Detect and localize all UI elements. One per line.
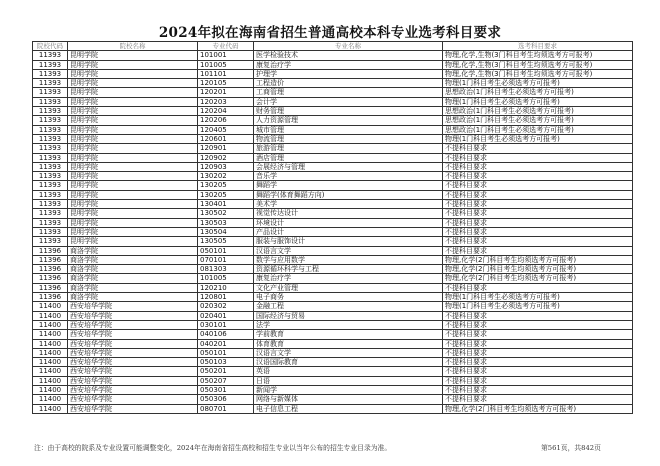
table-row <box>33 97 633 106</box>
cell-major-name: 人力资源管理 <box>254 116 443 125</box>
cell-school-code: 11400 <box>33 367 68 376</box>
cell-major-name: 舞蹈学 <box>254 181 443 190</box>
table-row <box>33 107 633 116</box>
cell-school-name: 昆明学院 <box>68 190 198 199</box>
table-row <box>33 385 633 394</box>
cell-school-code: 11396 <box>33 255 68 264</box>
cell-major-code: 130401 <box>198 200 254 209</box>
cell-school-code: 11400 <box>33 376 68 385</box>
table-row <box>33 51 633 60</box>
cell-subject-requirement: 不提科目要求 <box>443 367 633 376</box>
cell-major-code: 101001 <box>198 51 254 60</box>
cell-major-name: 酒店管理 <box>254 153 443 162</box>
cell-subject-requirement: 物理,化学(2门科目考生均须选考方可报考) <box>443 404 633 413</box>
table-row <box>33 283 633 292</box>
table-row <box>33 376 633 385</box>
table-row <box>33 311 633 320</box>
cell-major-code: 130505 <box>198 237 254 246</box>
table-row <box>33 255 633 264</box>
table-row <box>33 181 633 190</box>
cell-major-name: 数学与应用数学 <box>254 255 443 264</box>
cell-major-name: 美术学 <box>254 200 443 209</box>
cell-subject-requirement: 不提科目要求 <box>443 339 633 348</box>
cell-school-code: 11393 <box>33 88 68 97</box>
cell-school-name: 商洛学院 <box>68 246 198 255</box>
cell-school-name: 商洛学院 <box>68 265 198 274</box>
cell-subject-requirement: 物理,化学(2门科目考生均须选考方可报考) <box>443 274 633 283</box>
cell-school-code: 11393 <box>33 116 68 125</box>
cell-school-code: 11400 <box>33 395 68 404</box>
cell-school-name: 昆明学院 <box>68 88 198 97</box>
table-row <box>33 395 633 404</box>
cell-school-code: 11396 <box>33 246 68 255</box>
cell-major-name: 资源循环科学与工程 <box>254 265 443 274</box>
cell-school-code: 11400 <box>33 330 68 339</box>
cell-school-code: 11400 <box>33 348 68 357</box>
cell-subject-requirement: 思想政治(1门科目考生必须选考方可报考) <box>443 125 633 134</box>
header-major-code: 专业代码 <box>198 42 254 51</box>
cell-major-code: 130503 <box>198 218 254 227</box>
cell-subject-requirement: 物理,化学,生物(3门科目考生均须选考方可报考) <box>443 69 633 78</box>
cell-school-code: 11393 <box>33 237 68 246</box>
cell-major-name: 国际经济与贸易 <box>254 311 443 320</box>
cell-school-name: 昆明学院 <box>68 172 198 181</box>
table-row <box>33 144 633 153</box>
cell-school-code: 11393 <box>33 60 68 69</box>
cell-major-code: 120204 <box>198 107 254 116</box>
cell-major-name: 法学 <box>254 320 443 329</box>
cell-major-code: 120801 <box>198 293 254 302</box>
cell-subject-requirement: 物理,化学(2门科目考生均须选考方可报考) <box>443 265 633 274</box>
table-body <box>33 51 633 414</box>
cell-school-name: 西安培华学院 <box>68 348 198 357</box>
cell-major-code: 050207 <box>198 376 254 385</box>
cell-school-code: 11400 <box>33 311 68 320</box>
cell-major-code: 120201 <box>198 88 254 97</box>
cell-school-code: 11393 <box>33 181 68 190</box>
cell-school-code: 11393 <box>33 200 68 209</box>
cell-major-code: 101005 <box>198 60 254 69</box>
cell-subject-requirement: 思想政治(1门科目考生必须选考方可报考) <box>443 116 633 125</box>
footer-note: 注：由于高校的院系及专业设置可能调整变化，2024年在海南省招生高校和招生专业以当年公布的招生专业目录为准。 <box>34 444 392 452</box>
cell-school-name: 昆明学院 <box>68 97 198 106</box>
cell-major-code: 120206 <box>198 116 254 125</box>
cell-major-code: 120901 <box>198 144 254 153</box>
cell-school-name: 昆明学院 <box>68 51 198 60</box>
header-subject-requirement: 选考科目要求 <box>443 42 633 51</box>
table-row <box>33 134 633 143</box>
table-row <box>33 116 633 125</box>
cell-school-name: 昆明学院 <box>68 116 198 125</box>
cell-school-code: 11400 <box>33 385 68 394</box>
cell-major-code: 120210 <box>198 283 254 292</box>
cell-major-name: 康复治疗学 <box>254 60 443 69</box>
cell-major-name: 日语 <box>254 376 443 385</box>
cell-school-name: 昆明学院 <box>68 237 198 246</box>
header-school-code: 院校代码 <box>33 42 68 51</box>
cell-subject-requirement: 不提科目要求 <box>443 320 633 329</box>
cell-school-code: 11393 <box>33 134 68 143</box>
cell-school-code: 11393 <box>33 97 68 106</box>
cell-major-name: 汉语国际教育 <box>254 358 443 367</box>
cell-subject-requirement: 物理(1门科目考生必须选考方可报考) <box>443 97 633 106</box>
cell-major-code: 101005 <box>198 274 254 283</box>
cell-school-name: 商洛学院 <box>68 293 198 302</box>
page-title: 2024年拟在海南省招生普通高校本科专业选考科目要求 <box>158 25 502 41</box>
cell-school-code: 11393 <box>33 209 68 218</box>
cell-school-code: 11393 <box>33 51 68 60</box>
cell-major-name: 产品设计 <box>254 227 443 236</box>
table-row <box>33 265 633 274</box>
cell-subject-requirement: 不提科目要求 <box>443 181 633 190</box>
cell-subject-requirement: 不提科目要求 <box>443 162 633 171</box>
cell-school-name: 西安培华学院 <box>68 330 198 339</box>
cell-major-name: 汉语言文学 <box>254 246 443 255</box>
cell-major-code: 120902 <box>198 153 254 162</box>
table-row <box>33 209 633 218</box>
cell-subject-requirement: 不提科目要求 <box>443 283 633 292</box>
cell-subject-requirement: 物理,化学,生物(3门科目考生均须选考方可报考) <box>443 60 633 69</box>
cell-major-name: 汉语言文学 <box>254 348 443 357</box>
cell-major-name: 康复治疗学 <box>254 274 443 283</box>
table-row <box>33 153 633 162</box>
cell-subject-requirement: 物理,化学(2门科目考生均须选考方可报考) <box>443 255 633 264</box>
cell-major-code: 101101 <box>198 69 254 78</box>
cell-school-name: 商洛学院 <box>68 283 198 292</box>
cell-major-code: 130205 <box>198 190 254 199</box>
table-row <box>33 79 633 88</box>
table-row <box>33 190 633 199</box>
cell-school-code: 11393 <box>33 227 68 236</box>
table-row <box>33 320 633 329</box>
cell-major-name: 旅游管理 <box>254 144 443 153</box>
cell-school-code: 11396 <box>33 265 68 274</box>
cell-school-code: 11393 <box>33 190 68 199</box>
cell-school-code: 11396 <box>33 274 68 283</box>
cell-subject-requirement: 不提科目要求 <box>443 358 633 367</box>
cell-school-code: 11393 <box>33 162 68 171</box>
cell-major-name: 工程造价 <box>254 79 443 88</box>
cell-school-name: 昆明学院 <box>68 107 198 116</box>
table-row <box>33 274 633 283</box>
cell-major-name: 环境设计 <box>254 218 443 227</box>
table-row <box>33 367 633 376</box>
cell-school-name: 西安培华学院 <box>68 385 198 394</box>
table-row <box>33 293 633 302</box>
cell-major-name: 新闻学 <box>254 385 443 394</box>
page-number: 第561页，共842页 <box>541 444 601 452</box>
cell-school-name: 昆明学院 <box>68 134 198 143</box>
table-row <box>33 200 633 209</box>
cell-major-code: 120203 <box>198 97 254 106</box>
cell-major-code: 130504 <box>198 227 254 236</box>
cell-subject-requirement: 思想政治(1门科目考生必须选考方可报考) <box>443 88 633 97</box>
cell-major-name: 会计学 <box>254 97 443 106</box>
cell-major-name: 音乐学 <box>254 172 443 181</box>
cell-school-name: 商洛学院 <box>68 274 198 283</box>
cell-school-name: 西安培华学院 <box>68 395 198 404</box>
cell-school-code: 11400 <box>33 320 68 329</box>
cell-school-code: 11393 <box>33 144 68 153</box>
cell-subject-requirement: 物理(1门科目考生必须选考方可报考) <box>443 79 633 88</box>
cell-school-code: 11393 <box>33 172 68 181</box>
cell-school-name: 西安培华学院 <box>68 404 198 413</box>
cell-major-name: 网络与新媒体 <box>254 395 443 404</box>
cell-major-code: 130202 <box>198 172 254 181</box>
cell-major-code: 130205 <box>198 181 254 190</box>
cell-major-name: 护理学 <box>254 69 443 78</box>
cell-subject-requirement: 不提科目要求 <box>443 385 633 394</box>
cell-school-code: 11396 <box>33 293 68 302</box>
cell-school-code: 11396 <box>33 283 68 292</box>
cell-major-code: 030101 <box>198 320 254 329</box>
subject-requirements-table <box>32 41 633 414</box>
cell-subject-requirement: 物理(1门科目考生必须选考方可报考) <box>443 134 633 143</box>
table-row <box>33 69 633 78</box>
cell-major-name: 英语 <box>254 367 443 376</box>
cell-school-code: 11400 <box>33 404 68 413</box>
cell-school-code: 11393 <box>33 218 68 227</box>
cell-subject-requirement: 物理(1门科目考生必须选考方可报考) <box>443 302 633 311</box>
cell-major-code: 050101 <box>198 246 254 255</box>
table-row <box>33 162 633 171</box>
cell-subject-requirement: 不提科目要求 <box>443 153 633 162</box>
cell-school-name: 昆明学院 <box>68 153 198 162</box>
table-row <box>33 237 633 246</box>
cell-major-name: 金融工程 <box>254 302 443 311</box>
cell-school-name: 商洛学院 <box>68 255 198 264</box>
cell-school-name: 昆明学院 <box>68 144 198 153</box>
cell-major-code: 120405 <box>198 125 254 134</box>
cell-school-code: 11393 <box>33 107 68 116</box>
cell-subject-requirement: 不提科目要求 <box>443 246 633 255</box>
cell-school-name: 西安培华学院 <box>68 320 198 329</box>
table-header-row <box>33 42 633 51</box>
cell-school-name: 西安培华学院 <box>68 376 198 385</box>
cell-major-code: 050201 <box>198 367 254 376</box>
cell-major-name: 学前教育 <box>254 330 443 339</box>
cell-school-name: 昆明学院 <box>68 69 198 78</box>
cell-major-code: 120903 <box>198 162 254 171</box>
cell-subject-requirement: 不提科目要求 <box>443 209 633 218</box>
cell-school-name: 西安培华学院 <box>68 358 198 367</box>
cell-major-code: 040201 <box>198 339 254 348</box>
cell-major-name: 会展经济与管理 <box>254 162 443 171</box>
cell-major-code: 050101 <box>198 348 254 357</box>
cell-major-name: 财务管理 <box>254 107 443 116</box>
table-row <box>33 125 633 134</box>
cell-school-name: 昆明学院 <box>68 125 198 134</box>
cell-school-name: 昆明学院 <box>68 162 198 171</box>
cell-school-name: 西安培华学院 <box>68 302 198 311</box>
table-row <box>33 348 633 357</box>
cell-subject-requirement: 不提科目要求 <box>443 376 633 385</box>
cell-major-code: 081303 <box>198 265 254 274</box>
cell-major-code: 130502 <box>198 209 254 218</box>
cell-school-name: 昆明学院 <box>68 79 198 88</box>
cell-major-code: 080701 <box>198 404 254 413</box>
cell-major-code: 070101 <box>198 255 254 264</box>
cell-school-name: 昆明学院 <box>68 227 198 236</box>
cell-school-code: 11400 <box>33 302 68 311</box>
cell-major-name: 物流管理 <box>254 134 443 143</box>
table-row <box>33 88 633 97</box>
cell-major-name: 电子信息工程 <box>254 404 443 413</box>
cell-subject-requirement: 不提科目要求 <box>443 227 633 236</box>
cell-subject-requirement: 不提科目要求 <box>443 237 633 246</box>
cell-major-code: 020302 <box>198 302 254 311</box>
cell-major-code: 040106 <box>198 330 254 339</box>
table-row <box>33 358 633 367</box>
cell-major-name: 城市管理 <box>254 125 443 134</box>
cell-subject-requirement: 不提科目要求 <box>443 190 633 199</box>
cell-school-name: 西安培华学院 <box>68 311 198 320</box>
cell-school-code: 11393 <box>33 69 68 78</box>
cell-major-code: 050306 <box>198 395 254 404</box>
cell-subject-requirement: 物理,化学,生物(3门科目考生均须选考方可报考) <box>443 51 633 60</box>
cell-school-name: 昆明学院 <box>68 209 198 218</box>
cell-major-code: 120105 <box>198 79 254 88</box>
table-row <box>33 227 633 236</box>
table-row <box>33 218 633 227</box>
cell-school-code: 11400 <box>33 339 68 348</box>
cell-major-name: 医学检验技术 <box>254 51 443 60</box>
header-school-name: 院校名称 <box>68 42 198 51</box>
table-row <box>33 330 633 339</box>
cell-major-name: 舞蹈学(体育舞蹈方向) <box>254 190 443 199</box>
table-row <box>33 302 633 311</box>
cell-school-code: 11400 <box>33 358 68 367</box>
cell-school-code: 11393 <box>33 125 68 134</box>
cell-school-name: 西安培华学院 <box>68 367 198 376</box>
cell-subject-requirement: 不提科目要求 <box>443 348 633 357</box>
cell-school-name: 西安培华学院 <box>68 339 198 348</box>
cell-subject-requirement: 物理(1门科目考生必须选考方可报考) <box>443 293 633 302</box>
cell-major-name: 电子商务 <box>254 293 443 302</box>
cell-subject-requirement: 不提科目要求 <box>443 218 633 227</box>
cell-subject-requirement: 不提科目要求 <box>443 200 633 209</box>
cell-school-code: 11393 <box>33 79 68 88</box>
cell-subject-requirement: 不提科目要求 <box>443 144 633 153</box>
table-row <box>33 172 633 181</box>
cell-major-name: 体育教育 <box>254 339 443 348</box>
cell-major-code: 120601 <box>198 134 254 143</box>
table-row <box>33 404 633 413</box>
cell-subject-requirement: 不提科目要求 <box>443 172 633 181</box>
cell-school-name: 昆明学院 <box>68 200 198 209</box>
cell-subject-requirement: 思想政治(1门科目考生必须选考方可报考) <box>443 107 633 116</box>
table-row <box>33 246 633 255</box>
table-row <box>33 339 633 348</box>
cell-major-code: 020401 <box>198 311 254 320</box>
cell-major-code: 050103 <box>198 358 254 367</box>
cell-school-name: 昆明学院 <box>68 181 198 190</box>
cell-subject-requirement: 不提科目要求 <box>443 311 633 320</box>
header-major-name: 专业名称 <box>254 42 443 51</box>
table-row <box>33 60 633 69</box>
cell-major-name: 服装与服饰设计 <box>254 237 443 246</box>
cell-major-name: 文化产业管理 <box>254 283 443 292</box>
cell-major-name: 视觉传达设计 <box>254 209 443 218</box>
cell-subject-requirement: 不提科目要求 <box>443 395 633 404</box>
cell-major-code: 050301 <box>198 385 254 394</box>
cell-subject-requirement: 不提科目要求 <box>443 330 633 339</box>
cell-school-name: 昆明学院 <box>68 218 198 227</box>
cell-school-name: 昆明学院 <box>68 60 198 69</box>
cell-school-code: 11393 <box>33 153 68 162</box>
cell-major-name: 工商管理 <box>254 88 443 97</box>
